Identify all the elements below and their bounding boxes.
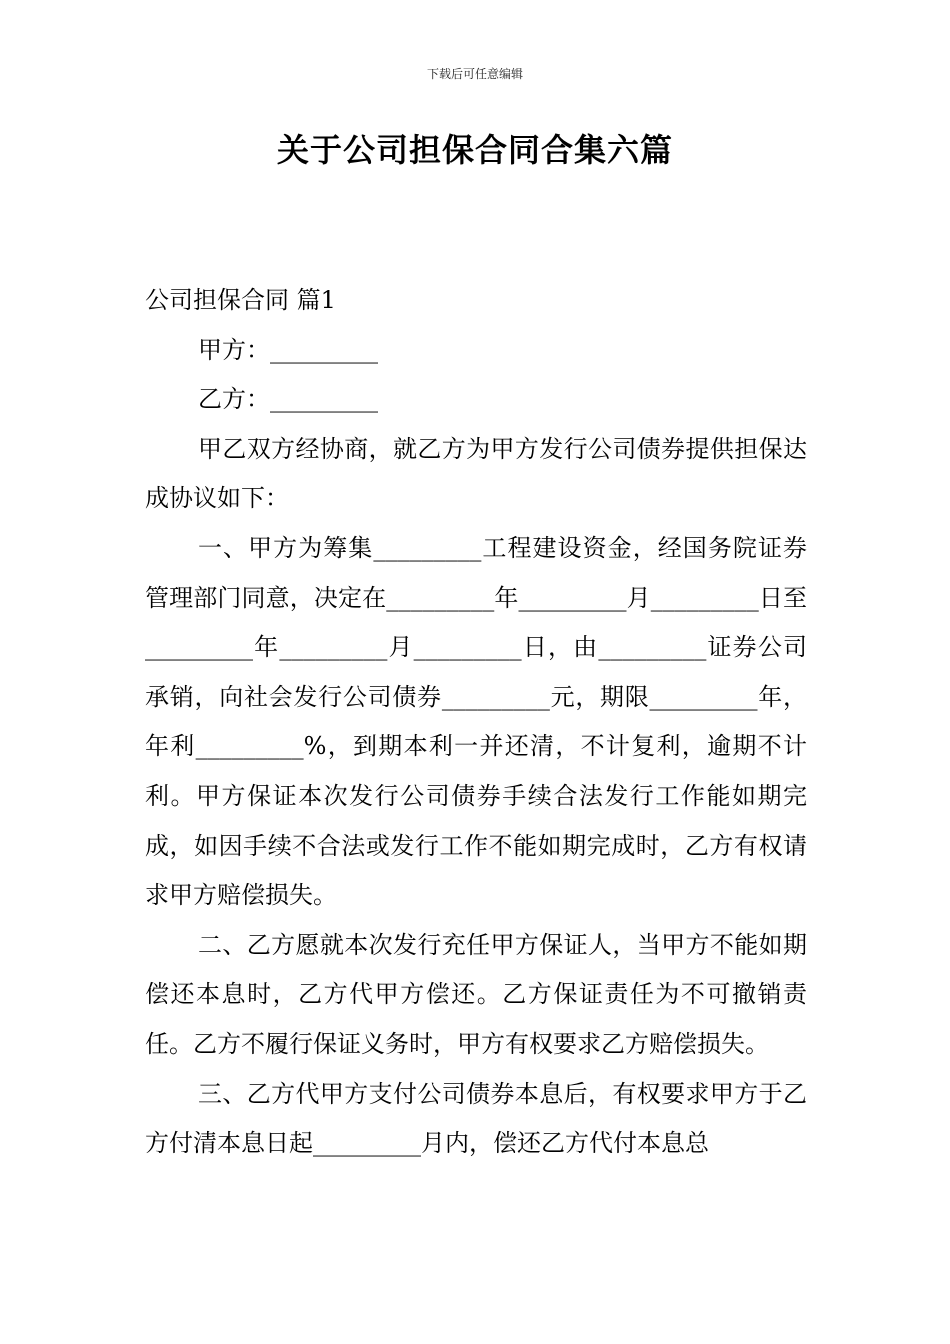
section-heading: 公司担保合同 篇1	[145, 286, 336, 314]
document-body	[145, 276, 807, 1169]
clause-1-paragraph: 一、甲方为筹集_________工程建设资金，经国务院证券管理部门同意，决定在_________年_________月_________日至_________年_________月_________日，由_________证券公司承销，向社会发行公司债券_________元，期限_________年，年利_________%，到期本利一并还清，不计复利，逾期不计利。甲方保证本次发行公司债券手续合法发行工作能如期完成，如因手续不合法或发行工作不能如期完成时，乙方有权请求甲方赔偿损失。	[145, 533, 807, 910]
header-note: 下载后可任意编辑	[426, 67, 523, 81]
clause-2-paragraph: 二、乙方愿就本次发行充任甲方保证人，当甲方不能如期偿还本息时，乙方代甲方偿还。乙方保证责任为不可撤销责任。乙方不履行保证义务时，甲方有权要求乙方赔偿损失。	[145, 930, 807, 1058]
preamble-paragraph: 甲乙双方经协商，就乙方为甲方发行公司债券提供担保达成协议如下：	[145, 434, 807, 513]
party-a-line: 甲方：_________	[198, 335, 378, 364]
document-title: 关于公司担保合同合集六篇	[276, 131, 673, 169]
party-b-line: 乙方：_________	[198, 385, 378, 414]
clause-3-paragraph: 三、乙方代甲方支付公司债券本息后，有权要求甲方于乙方付清本息日起_________月内，偿还乙方代付本息总	[145, 1079, 807, 1158]
